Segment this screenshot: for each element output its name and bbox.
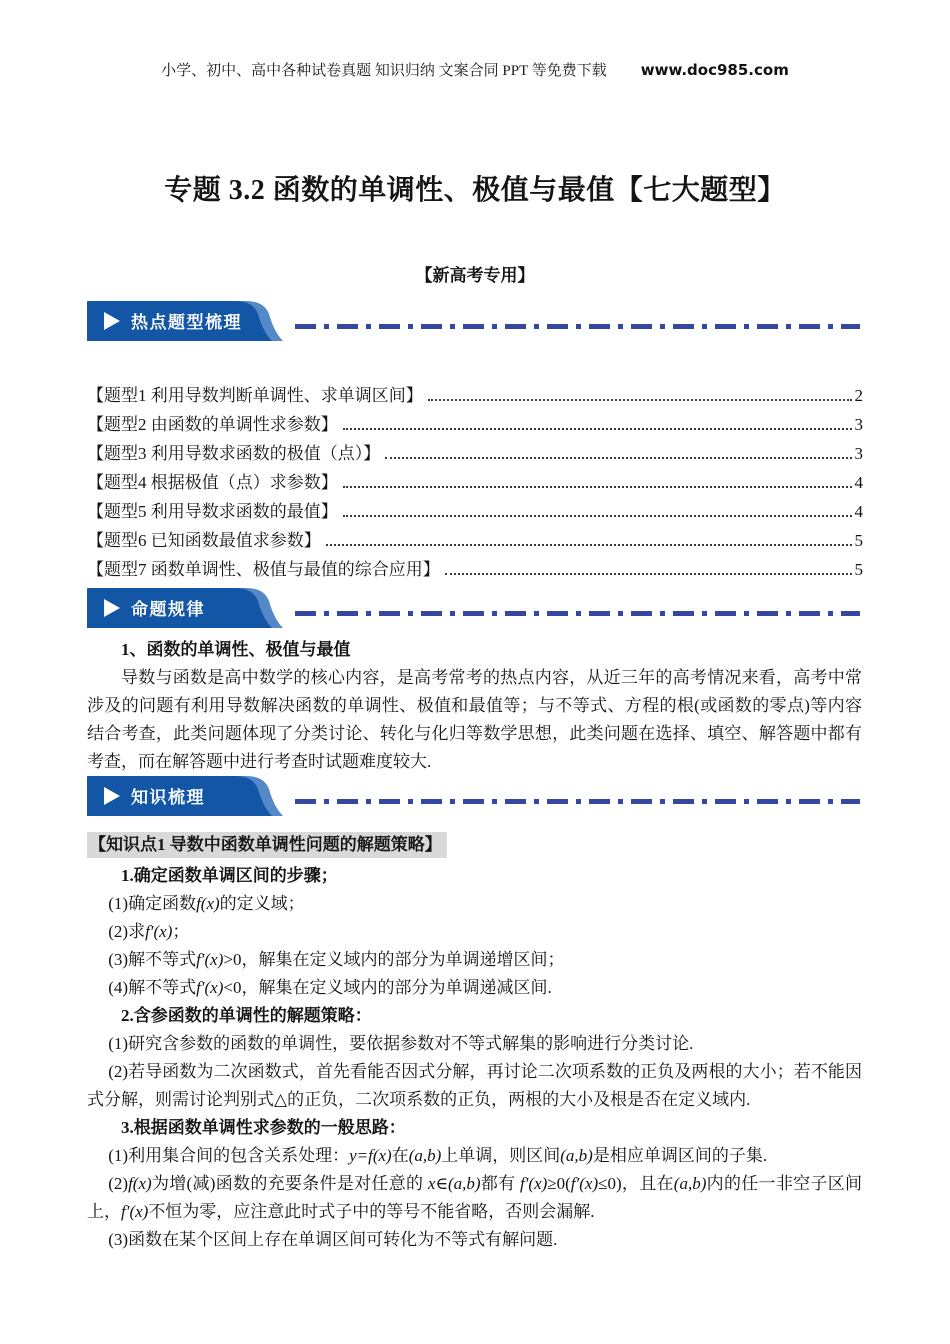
math-expression: f′(x): [121, 1202, 149, 1221]
toc-page-number: 2: [854, 386, 863, 405]
section-banner-hot-topics: [87, 301, 862, 341]
toc-dotted-leader: [343, 486, 852, 488]
knowledge-line: (4)解不等式f′(x)<0，解集在定义域内的部分为单调递减区间.: [108, 978, 552, 997]
knowledge-line: (2)f(x)为增(减)函数的充要条件是对任意的 x∈(a,b)都有 f′(x)≥0(f′(x)≤0)，且在(a,b)内的任一非空子区间上，f′(x)不恒为零，应注意此时式子中的等号不能省略，否则会漏解.: [87, 1174, 863, 1221]
toc-item[interactable]: [87, 495, 863, 524]
knowledge-point-title-row: [87, 832, 863, 858]
banner-label: 知识梳理: [131, 788, 205, 807]
math-expression: (a,b): [673, 1174, 707, 1193]
knowledge-line: (1)利用集合间的包含关系处理：y=f(x)在(a,b)上单调，则区间(a,b)是相应单调区间的子集.: [108, 1146, 768, 1165]
knowledge-line: (2)若导函数为二次函数式，首先看能否因式分解，再讨论二次项系数的正负及两根的大小；若不能因式分解，则需讨论判别式△的正负，二次项系数的正负，两根的大小及根是否在定义域内.: [87, 1062, 862, 1109]
toc-page-number: 5: [854, 531, 863, 550]
toc-item-label: 【题型3 利用导数求函数的极值（点）】: [87, 444, 381, 463]
banner-shape: [87, 776, 283, 816]
banner-label: 命题规律: [131, 600, 205, 619]
math-expression: (a,b): [560, 1146, 593, 1165]
math-expression: y=f(x): [349, 1146, 392, 1165]
pattern-paragraph: 导数与函数是高中数学的核心内容，是高考常考的热点内容，从近三年的高考情况来看，高考中常涉及的问题有利用导数解决函数的单调性、极值和最值等；与不等式、方程的根(或函数的零点)等内容结合考查，此类问题体现了分类讨论、转化与化归等数学思想，此类问题在选择、填空、解答题中都有考查，而在解答题中进行考查时试题难度较大.: [87, 668, 862, 771]
toc-page-number: 5: [854, 560, 863, 579]
knowledge-line: (1)确定函数f(x)的定义域；: [108, 894, 305, 913]
knowledge-line: 1.确定函数单调区间的步骤；: [121, 866, 338, 885]
page-subtitle: 【新高考专用】: [415, 266, 535, 285]
knowledge-content: [87, 862, 862, 1254]
toc-item[interactable]: [87, 466, 863, 495]
knowledge-line: 3.根据函数单调性求参数的一般思路：: [121, 1118, 406, 1137]
section-banner-exam-pattern: [87, 588, 862, 628]
knowledge-line: (3)函数在某个区间上存在单调区间可转化为不等式有解问题.: [108, 1230, 558, 1249]
toc-dotted-leader: [428, 399, 852, 401]
toc-item-label: 【题型7 函数单调性、极值与最值的综合应用】: [87, 560, 440, 579]
math-expression: f′(x): [570, 1174, 599, 1193]
dash-divider: [295, 799, 860, 804]
math-expression: f(x): [128, 1174, 152, 1193]
toc-item[interactable]: [87, 408, 863, 437]
site-link[interactable]: www.doc985.com: [640, 61, 789, 79]
banner-shape: [87, 588, 283, 628]
page-title: 专题 3.2 函数的单调性、极值与最值【七大题型】: [164, 175, 786, 206]
toc-item-label: 【题型2 由函数的单调性求参数】: [87, 415, 338, 434]
pattern-heading: 1、函数的单调性、极值与最值: [121, 640, 351, 659]
math-expression: (a,b): [447, 1174, 481, 1193]
toc-page-number: 4: [854, 473, 863, 492]
toc-dotted-leader: [326, 544, 852, 546]
math-expression: f′(x): [196, 978, 224, 997]
knowledge-line: (1)研究含参数的函数的单调性，要依据参数对不等式解集的影响进行分类讨论.: [108, 1034, 694, 1053]
toc-dotted-leader: [445, 573, 852, 575]
math-expression: f′(x): [519, 1174, 548, 1193]
dash-divider: [295, 324, 860, 329]
toc-page-number: 3: [854, 444, 863, 463]
banner-shape: [87, 301, 283, 341]
math-expression: (a,b): [408, 1146, 442, 1165]
toc-item[interactable]: [87, 553, 863, 582]
toc-item-label: 【题型1 利用导数判断单调性、求单调区间】: [87, 386, 423, 405]
toc-item[interactable]: [87, 437, 863, 466]
table-of-contents: [87, 379, 863, 582]
banner-label: 热点题型梳理: [131, 313, 242, 332]
section-banner-knowledge: [87, 776, 862, 816]
toc-page-number: 4: [854, 502, 863, 521]
toc-item-label: 【题型5 利用导数求函数的最值】: [87, 502, 338, 521]
math-expression: f′(x): [196, 950, 224, 969]
toc-page-number: 3: [854, 415, 863, 434]
math-expression: f(x): [196, 894, 220, 913]
math-expression: x: [427, 1174, 436, 1193]
toc-item[interactable]: [87, 379, 863, 408]
knowledge-point-title: 【知识点1 导数中函数单调性问题的解题策略】: [87, 832, 447, 858]
toc-item[interactable]: [87, 524, 863, 553]
toc-item-label: 【题型6 已知函数最值求参数】: [87, 531, 321, 550]
knowledge-line: (2)求f′(x)；: [108, 922, 190, 941]
dash-divider: [295, 611, 860, 616]
site-header: [0, 0, 950, 81]
toc-dotted-leader: [343, 428, 852, 430]
knowledge-line: 2.含参函数的单调性的解题策略：: [121, 1006, 372, 1025]
header-promo-text: 小学、初中、高中各种试卷真题 知识归纳 文案合同 PPT 等免费下载: [161, 63, 607, 79]
knowledge-line: (3)解不等式f′(x)>0，解集在定义域内的部分为单调递增区间；: [108, 950, 565, 969]
toc-item-label: 【题型4 根据极值（点）求参数】: [87, 473, 338, 492]
toc-dotted-leader: [343, 515, 852, 517]
math-expression: f′(x): [145, 922, 173, 941]
toc-dotted-leader: [385, 457, 851, 459]
